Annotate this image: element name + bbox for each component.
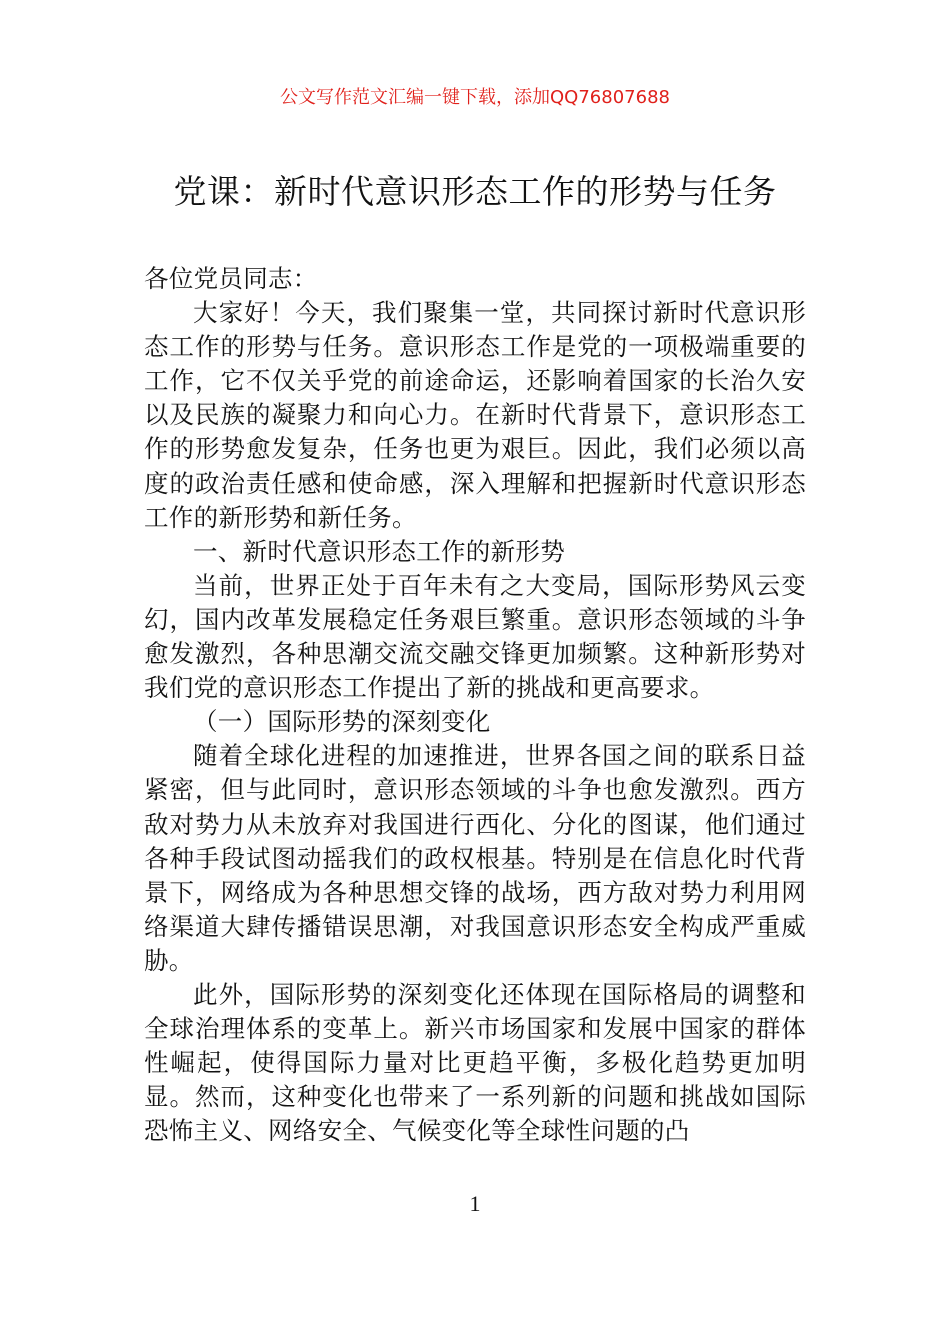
paragraph-intro: 大家好！今天，我们聚集一堂，共同探讨新时代意识形态工作的形势与任务。意识形态工作是党的一项极端重要的工作，它不仅关乎党的前途命运，还影响着国家的长治久安以及民族的凝聚力和向心力。在新时代背景下，意识形态工作的形势愈发复杂，任务也更为艰巨。因此，我们必须以高度的政治责任感和使命感，深入理解和把握新时代意识形态工作的新形势和新任务。 — [144, 298, 806, 532]
page-number: 1 — [469, 1191, 481, 1216]
document-title: 党课：新时代意识形态工作的形势与任务 — [173, 172, 777, 211]
document-body — [144, 262, 806, 1148]
salutation: 各位党员同志： — [144, 264, 318, 293]
section-heading-1: 一、新时代意识形态工作的新形势 — [193, 536, 565, 566]
download-note: 公文写作范文汇编一键下载，添加QQ76807688 — [280, 87, 670, 108]
paragraph-situation: 当前，世界正处于百年未有之大变局，国际形势风云变幻，国内改革发展稳定任务艰巨繁重。意识形态领域的斗争愈发激烈，各种思潮交流交融交锋更加频繁。这种新形势对我们党的意识形态工作提出了新的挑战和更高要求。 — [144, 570, 806, 703]
paragraph-international-pattern: 此外，国际形势的深刻变化还体现在国际格局的调整和全球治理体系的变革上。新兴市场国家和发展中国家的群体性崛起，使得国际力量对比更趋平衡，多极化趋势更加明显。然而，这种变化也带来了一系列新的问题和挑战如国际恐怖主义、网络安全、气候变化等全球性问题的凸 — [144, 979, 806, 1146]
paragraph-globalization: 随着全球化进程的加速推进，世界各国之间的联系日益紧密，但与此同时，意识形态领域的斗争也愈发激烈。西方敌对势力从未放弃对我国进行西化、分化的图谋，他们通过各种手段试图动摇我们的政权根基。特别是在信息化时代背景下，网络成为各种思想交锋的战场，西方敌对势力利用网络渠道大肆传播错误思潮，对我国意识形态安全构成严重威胁。 — [144, 741, 806, 975]
subsection-heading-1: （一）国际形势的深刻变化 — [193, 707, 491, 737]
